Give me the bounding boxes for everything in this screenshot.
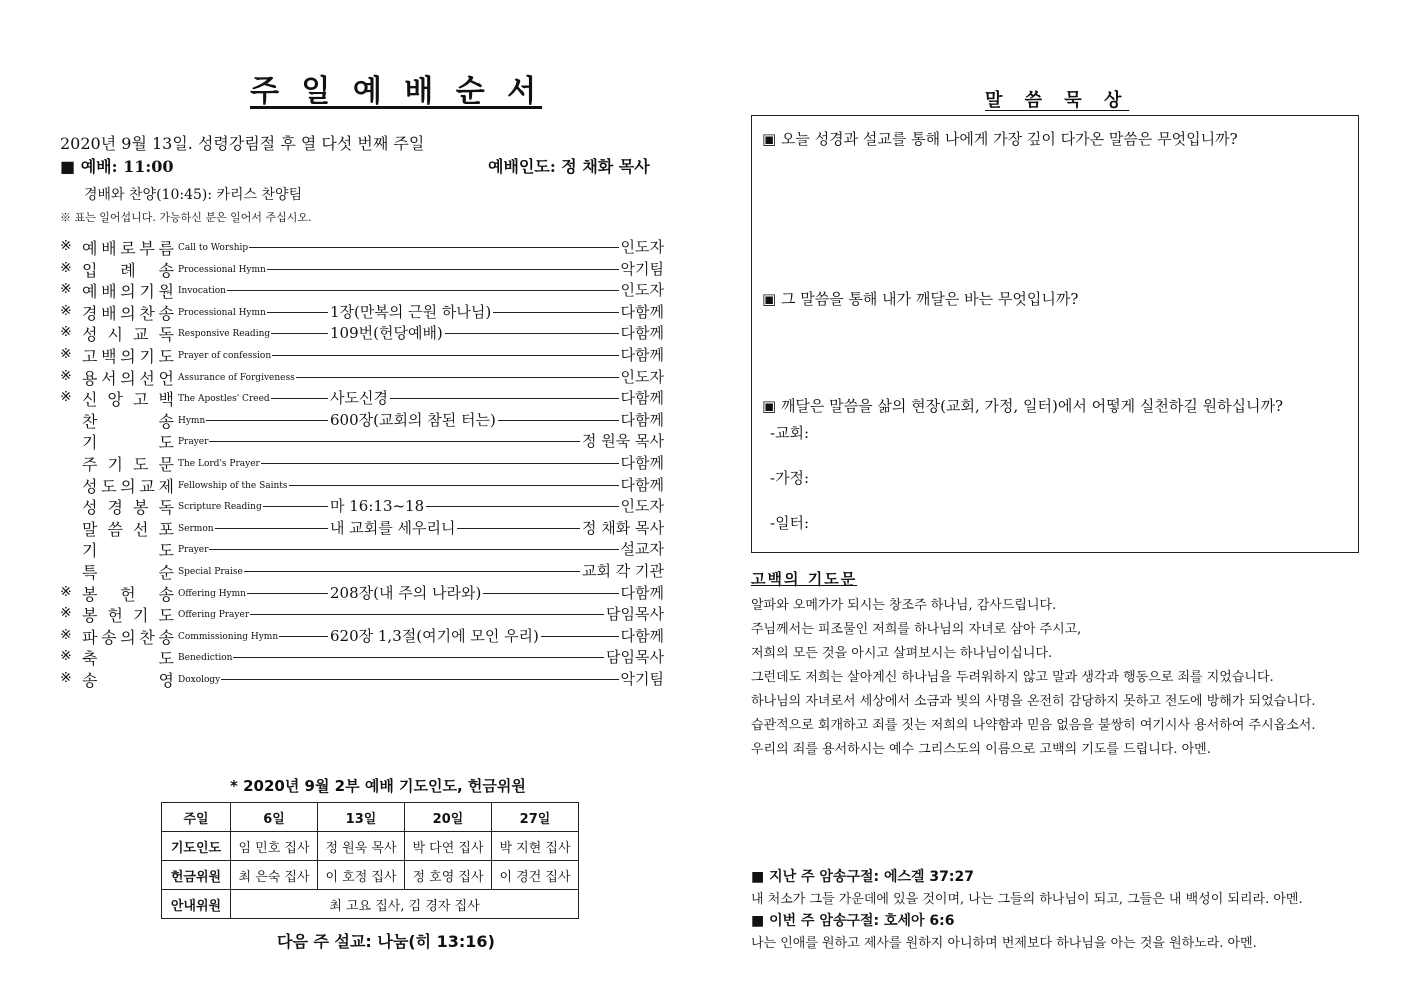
- order-item-english: Benediction: [178, 653, 233, 664]
- order-item-responsible: 다함께: [620, 475, 664, 494]
- name-char: 헌: [120, 584, 136, 604]
- name-char: 교: [133, 325, 149, 345]
- order-item-name: [82, 258, 174, 281]
- standing-mark: ※: [60, 389, 72, 406]
- order-item-english: The Apostles' Creed: [178, 394, 270, 405]
- prelude-line: 경배와 찬양(10:45): 카리스 찬양팀: [84, 187, 303, 203]
- order-item-name: [82, 517, 174, 540]
- order-item-name: [82, 538, 174, 561]
- order-item-name: [82, 409, 174, 432]
- name-char: 찬: [139, 303, 155, 323]
- order-item: [60, 537, 664, 561]
- order-item-responsible: 다함께: [620, 410, 664, 429]
- service-time: ■ 예배: 11:00: [60, 157, 174, 176]
- name-char: 예: [82, 239, 98, 258]
- name-char: 입: [82, 260, 98, 280]
- name-char: 도: [158, 433, 174, 453]
- order-item: [60, 602, 664, 626]
- name-char: 경: [107, 498, 123, 518]
- order-item-name: [82, 301, 174, 324]
- schedule-header-cell: 27일: [492, 803, 579, 832]
- table-row: [162, 861, 579, 890]
- this-memory-text: 나는 인애를 원하고 제사를 원하지 아니하며 번제보다 하나님을 아는 것을 원하노라. 아멘.: [751, 936, 1257, 951]
- order-item-name: [82, 322, 174, 345]
- name-char: 기: [133, 606, 149, 626]
- name-char: 포: [158, 519, 174, 539]
- next-sermon: 다음 주 설교: 나눔(히 13:16): [277, 932, 495, 951]
- name-char: 헌: [107, 606, 123, 626]
- order-item-name: [82, 560, 174, 583]
- name-char: 선: [139, 368, 155, 388]
- name-char: 성: [82, 325, 98, 345]
- order-item-responsible: 악기팀: [620, 670, 664, 688]
- row-label: 헌금위원: [162, 861, 231, 890]
- order-item: [60, 581, 664, 602]
- name-char: 원: [158, 282, 174, 302]
- order-item-english: Offering Prayer: [178, 610, 250, 621]
- meditation-title: 말 씀 묵 상: [985, 90, 1130, 111]
- name-char: 송: [82, 671, 98, 690]
- name-char: 고: [82, 347, 98, 366]
- order-item-responsible: 다함께: [620, 389, 664, 408]
- order-item-name: [82, 366, 174, 389]
- order-item-responsible: 인도자: [620, 367, 664, 386]
- confession-line: 주님께서는 피조물인 저희를 하나님의 자녀로 삼아 주시고,: [751, 622, 1082, 637]
- confession-line: 저희의 모든 것을 아시고 살펴보시는 하나님이십니다.: [751, 646, 1053, 661]
- name-char: 언: [158, 368, 174, 388]
- order-item-name: [82, 279, 174, 302]
- order-item-responsible: 인도자: [620, 281, 664, 300]
- name-char: 서: [101, 368, 117, 388]
- order-item-responsible: 교회 각 기관: [582, 562, 664, 580]
- order-item-responsible: 악기팀: [620, 259, 664, 278]
- date-line: 2020년 9월 13일. 성령강림절 후 열 다섯 번째 주일: [60, 134, 425, 153]
- standing-mark: ※: [60, 281, 72, 298]
- standing-mark: ※: [60, 648, 72, 665]
- leader-line: [178, 657, 624, 658]
- standing-mark: ※: [60, 367, 72, 384]
- name-char: 송: [158, 260, 174, 280]
- name-char: 독: [158, 325, 174, 345]
- order-item-responsible: 정 원욱 목사: [582, 432, 664, 451]
- order-item-english: Processional Hymn: [178, 307, 266, 318]
- order-item-responsible: 다함께: [620, 626, 664, 645]
- name-char: 순: [158, 563, 174, 582]
- last-memory-heading: ■ 지난 주 암송구절: 에스겔 37:27: [751, 869, 974, 885]
- order-item-english: Prayer: [178, 437, 209, 448]
- leader-line: [178, 549, 624, 550]
- order-item: [60, 645, 664, 669]
- table-cell: 임 민호 집사: [231, 832, 318, 861]
- standing-note: ※ 표는 일어섭니다. 가능하신 분은 일어서 주십시오.: [60, 211, 312, 224]
- order-item-name: [82, 236, 174, 259]
- standing-mark: ※: [60, 324, 72, 341]
- name-char: 백: [158, 390, 174, 410]
- order-item-english: The Lord's Prayer: [178, 459, 260, 469]
- order-item-responsible: 담임목사: [606, 605, 664, 624]
- table-cell: 이 호정 집사: [318, 861, 405, 890]
- order-item: [60, 429, 664, 453]
- order-item-detail: 사도신경: [330, 389, 388, 408]
- order-item-name: [82, 495, 174, 518]
- name-char: 독: [158, 498, 174, 518]
- order-item-responsible: 정 채화 목사: [582, 518, 664, 537]
- name-char: 씀: [107, 519, 123, 539]
- service-leader: 예배인도: 정 채화 목사: [488, 157, 650, 176]
- table-row: [162, 890, 579, 919]
- confession-line: 하나님의 자녀로서 세상에서 소금과 빛의 사명을 온전히 감당하지 못하고 전도에 방해가 되었습니다.: [751, 694, 1316, 709]
- order-item-name: [82, 452, 174, 475]
- confession-line: 알파와 오메가가 되시는 창조주 하나님, 감사드립니다.: [751, 598, 1057, 613]
- order-item-english: Prayer of confession: [178, 351, 272, 361]
- confession-line: 습관적으로 회개하고 죄를 짓는 저희의 나약함과 믿음 없음을 불쌍히 여기시사 용서하여 주시옵소서.: [751, 718, 1316, 733]
- order-item: [60, 300, 664, 321]
- table-cell: 박 지현 집사: [492, 832, 579, 861]
- name-char: 파: [82, 627, 98, 647]
- name-char: 앙: [107, 390, 123, 410]
- order-item-detail: 208장(내 주의 나라와): [330, 583, 482, 602]
- name-char: 봉: [82, 584, 98, 604]
- order-item: [60, 235, 664, 256]
- order-item-detail: 620장 1,3절(여기에 모인 우리): [330, 626, 539, 645]
- name-char: 백: [101, 347, 117, 366]
- answer-home-label: -가정:: [770, 469, 810, 487]
- name-char: 의: [120, 368, 136, 388]
- name-char: 문: [158, 455, 174, 474]
- order-item-responsible: 다함께: [620, 583, 664, 602]
- name-char: 예: [82, 282, 98, 302]
- name-char: 제: [158, 476, 174, 496]
- name-char: 송: [101, 627, 117, 647]
- order-item-name: [82, 430, 174, 453]
- order-item-english: Fellowship of the Saints: [178, 480, 288, 491]
- leader-line: [178, 571, 624, 572]
- schedule-table: [161, 802, 579, 919]
- order-item-name: [82, 344, 174, 367]
- order-item-detail: 마 16:13~18: [330, 497, 425, 516]
- last-memory-text: 내 처소가 그들 가운데에 있을 것이며, 나는 그들의 하나님이 되고, 그들은 내 백성이 되리라. 아멘.: [751, 892, 1303, 907]
- order-item-responsible: 다함께: [620, 346, 664, 364]
- order-item-english: Commissioning Hymn: [178, 631, 279, 642]
- table-cell: 정 원욱 목사: [318, 832, 405, 861]
- usher-cell: 최 고요 집사, 김 경자 집사: [231, 890, 579, 919]
- standing-mark: ※: [60, 670, 72, 686]
- name-char: 고: [133, 390, 149, 410]
- table-cell: 최 은숙 집사: [231, 861, 318, 890]
- order-item: [60, 473, 664, 494]
- name-char: 성: [82, 498, 98, 518]
- order-item-responsible: 인도자: [620, 497, 664, 516]
- name-char: 시: [107, 325, 123, 345]
- name-char: 봉: [133, 498, 149, 518]
- name-char: 영: [158, 671, 174, 690]
- name-char: 기: [107, 455, 123, 474]
- table-cell: 정 호영 집사: [405, 861, 492, 890]
- order-item-name: [82, 387, 174, 410]
- name-char: 송: [158, 584, 174, 604]
- order-item: [60, 321, 664, 345]
- order-item-responsible: 설교자: [620, 540, 664, 559]
- question-1: ▣ 오늘 성경과 설교를 통해 나에게 가장 깊이 다가온 말씀은 무엇입니까?: [762, 130, 1238, 148]
- order-item-english: Special Praise: [178, 567, 243, 577]
- schedule-header-cell: 6일: [231, 803, 318, 832]
- name-char: 용: [82, 368, 98, 388]
- order-item-responsible: 다함께: [620, 302, 664, 321]
- order-item-name: [82, 582, 174, 605]
- standing-mark: ※: [60, 605, 72, 622]
- confession-line: 우리의 죄를 용서하시는 예수 그리스도의 이름으로 고백의 기도를 드립니다. 아멘.: [751, 742, 1211, 757]
- order-item-detail: 109번(헌당예배): [330, 324, 443, 343]
- order-item-english: Sermon: [178, 523, 214, 534]
- name-char: 송: [158, 627, 174, 647]
- order-item: [60, 365, 664, 386]
- name-char: 배: [101, 282, 117, 302]
- name-char: 의: [120, 282, 136, 302]
- name-char: 도: [133, 455, 149, 474]
- order-item-english: Assurance of Forgiveness: [178, 372, 295, 383]
- name-char: 배: [101, 239, 117, 258]
- schedule-header-cell: 13일: [318, 803, 405, 832]
- order-item-name: [82, 625, 174, 648]
- name-char: 례: [120, 260, 136, 280]
- name-char: 주: [82, 455, 98, 474]
- order-item: [60, 408, 664, 429]
- name-char: 선: [133, 519, 149, 539]
- name-char: 도: [158, 541, 174, 561]
- schedule-header-cell: 주일: [162, 803, 231, 832]
- order-item-english: Call to Worship: [178, 243, 249, 253]
- name-char: 름: [158, 239, 174, 258]
- confession-title: 고백의 기도문: [751, 570, 858, 588]
- table-cell: 박 다연 집사: [405, 832, 492, 861]
- order-item-english: Prayer: [178, 545, 209, 556]
- name-char: 도: [158, 347, 174, 366]
- this-memory-heading: ■ 이번 주 암송구절: 호세아 6:6: [751, 913, 955, 929]
- order-item-english: Offering Hymn: [178, 588, 246, 599]
- name-char: 신: [82, 390, 98, 410]
- name-char: 의: [120, 347, 136, 366]
- name-char: 의: [120, 627, 136, 647]
- name-char: 찬: [139, 627, 155, 647]
- order-item-responsible: 다함께: [620, 454, 664, 472]
- name-char: 기: [82, 541, 98, 561]
- schedule-header-cell: 20일: [405, 803, 492, 832]
- order-item-responsible: 인도자: [620, 238, 664, 256]
- order-item: [60, 667, 664, 688]
- order-item: [60, 451, 664, 472]
- name-char: 기: [139, 282, 155, 302]
- name-char: 찬: [82, 411, 98, 431]
- order-item-name: [82, 603, 174, 626]
- row-label: 기도인도: [162, 832, 231, 861]
- page-title: 주 일 예 배 순 서: [250, 74, 543, 109]
- standing-mark: ※: [60, 626, 72, 643]
- order-item: [60, 494, 664, 518]
- name-char: 의: [120, 303, 136, 323]
- order-item-english: Doxology: [178, 675, 221, 685]
- name-char: 송: [158, 303, 174, 323]
- answer-work-label: -일터:: [770, 514, 810, 532]
- confession-line: 그런데도 저희는 살아계신 하나님을 두려워하지 않고 말과 생각과 행동으로 죄를 지었습니다.: [751, 670, 1274, 685]
- row-label: 안내위원: [162, 890, 231, 919]
- order-item-name: [82, 474, 174, 497]
- order-item: [60, 257, 664, 278]
- order-item-english: Responsive Reading: [178, 329, 271, 340]
- name-char: 축: [82, 649, 98, 669]
- order-item-english: Processional Hymn: [178, 264, 266, 275]
- order-item-english: Scripture Reading: [178, 502, 262, 513]
- order-item: [60, 386, 664, 410]
- name-char: 특: [82, 563, 98, 582]
- order-item-detail: 내 교회를 세우리니: [330, 518, 456, 537]
- question-3: ▣ 깨달은 말씀을 삶의 현장(교회, 가정, 일터)에서 어떻게 실천하길 원하십니까?: [762, 397, 1284, 415]
- name-char: 로: [120, 239, 136, 258]
- leader-line: [178, 679, 624, 680]
- order-item-detail: 1장(만복의 근원 하나님): [330, 302, 492, 321]
- name-char: 기: [139, 347, 155, 366]
- standing-mark: ※: [60, 238, 72, 254]
- schedule-title: * 2020년 9월 2부 예배 기도인도, 헌금위원: [230, 777, 526, 795]
- name-char: 도: [158, 606, 174, 626]
- order-item: [60, 559, 664, 580]
- answer-church-label: -교회:: [770, 424, 810, 442]
- name-char: 송: [158, 411, 174, 431]
- table-cell: 이 경건 집사: [492, 861, 579, 890]
- order-item-detail: 600장(교회의 참된 터는): [330, 410, 496, 429]
- standing-mark: ※: [60, 583, 72, 600]
- order-item: [60, 516, 664, 537]
- order-item-responsible: 담임목사: [606, 648, 664, 667]
- order-item-english: Hymn: [178, 415, 206, 426]
- leader-line: [178, 290, 624, 291]
- name-char: 말: [82, 519, 98, 539]
- standing-mark: ※: [60, 302, 72, 319]
- name-char: 봉: [82, 606, 98, 626]
- order-item-name: [82, 668, 174, 691]
- schedule-header-row: [162, 803, 579, 832]
- name-char: 배: [101, 303, 117, 323]
- meditation-box: [751, 115, 1359, 553]
- name-char: 도: [158, 649, 174, 669]
- name-char: 부: [139, 239, 155, 258]
- order-item: [60, 343, 664, 364]
- name-char: 교: [139, 476, 155, 496]
- table-row: [162, 832, 579, 861]
- standing-mark: ※: [60, 346, 72, 362]
- order-item-responsible: 다함께: [620, 324, 664, 343]
- name-char: 도: [101, 476, 117, 496]
- order-item-english: Invocation: [178, 286, 226, 297]
- order-item: [60, 624, 664, 645]
- standing-mark: ※: [60, 259, 72, 276]
- name-char: 경: [82, 303, 98, 323]
- order-item: [60, 278, 664, 302]
- question-2: ▣ 그 말씀을 통해 내가 깨달은 바는 무엇입니까?: [762, 290, 1079, 308]
- name-char: 의: [120, 476, 136, 496]
- leader-line: [178, 441, 624, 442]
- name-char: 기: [82, 433, 98, 453]
- order-item-name: [82, 646, 174, 669]
- name-char: 성: [82, 476, 98, 496]
